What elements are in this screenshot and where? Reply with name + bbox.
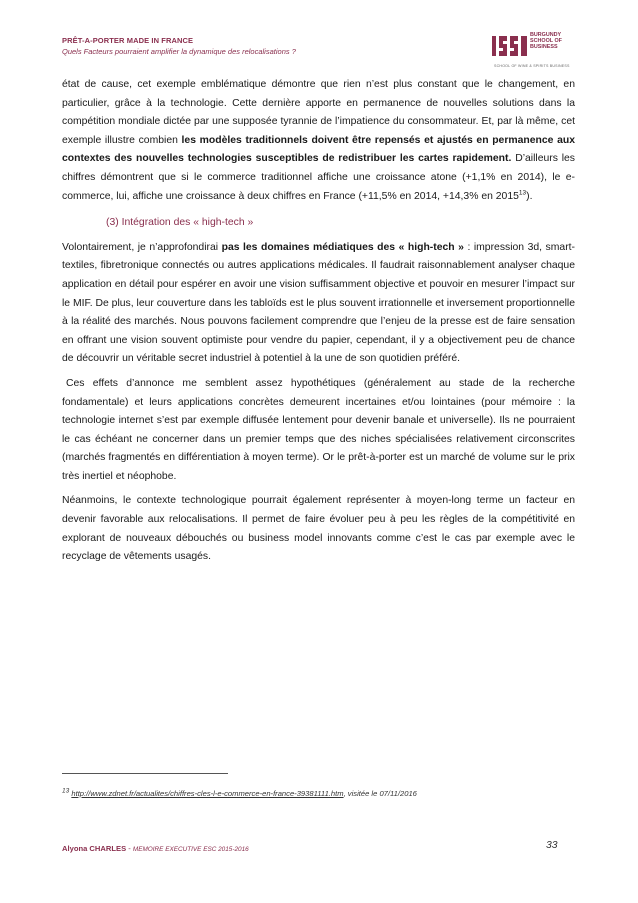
main-text	[62, 76, 575, 567]
footer-author: Alyona CHARLES	[62, 844, 127, 853]
emphasis-text: pas les domaines médiatiques des « high-tech »	[221, 241, 464, 253]
paragraph-4: Néanmoins, le contexte technologique pourrait également représenter à moyen-long terme un facteur en devenir favorable aux relocalisations. Il permet de faire évoluer peu à peu les règles de la compétitivité en explorant de nouveaux débouchés ou business model innovants comme c’est le cas par exemple avec le recyclage de vêtements usagés.	[62, 495, 575, 563]
paragraph-3: Ces effets d’annonce me semblent assez hypothétiques (généralement au stade de la recherche fondamentale) et leurs applications concrètes demeurent incertaines et/ou lointaines (pour mémoire : la technologie internet s’est par exemple diffusée lentement pour devenir banale et universelle). Ils ne pourraient le cas échéant ne concerner dans un premier temps que des niches spécialisées relativement circonscrites (marchés fragmentés en différentiation à moyen terme). Or le prêt-à-porter est un marché de volume sur le prix très inertiel et néophobe.	[62, 377, 575, 482]
footnote-ref[interactable]: 13	[518, 189, 527, 197]
footer-memo: MEMOIRE EXECUTIVE ESC 2015-2016	[132, 846, 249, 853]
page-number: 33	[546, 840, 558, 851]
paragraph-2: Volontairement, je n’approfondirai pas les domaines médiatiques des « high-tech » : impression 3d, smart-textiles, fibretronique connectés ou autres applications médicales. Il faudrait raisonnablement analyser chaque application en détail pour espérer en avoir une vision suffisamment objective et pouvoir en mesurer l’impact sur le MIF. De plus, leur couverture dans les tabloïds est le plus souvent irrationnelle et inversement proportionnelle à la réalité des marchés. Nous pouvons facilement comprendre que l’enjeu de la presse est de faire sensation en offrant une vision souvent optimiste pour vendre du papier, cependant, il y a objectivement peu de chance de découvrir un véritable secret industriel à potentiel à la une de son quotidien préféré.	[62, 241, 575, 365]
footnote-divider	[62, 773, 228, 774]
footnote-link[interactable]: http://www.zdnet.fr/actualites/chiffres-cles-l-e-commerce-en-france-39381111.htm	[71, 789, 344, 798]
page-footer: Alyona CHARLES - MEMOIRE EXECUTIVE ESC 2015-2016	[62, 844, 249, 853]
logo-tagline: SCHOOL OF WINE & SPIRITS BUSINESS	[494, 64, 570, 68]
footnote: 13 http://www.zdnet.fr/actualites/chiffres-cles-l-e-commerce-en-france-39381111.htm, visitée le 07/11/2016	[62, 787, 417, 798]
paragraph-1: état de cause, cet exemple emblématique démontre que rien n’est plus constant que le changement, en particulier, grâce à la technologie. Cette dernière apporte en permanence de nouvelles solutions dans la compétition mondiale dictée par une supposée tyrannie de l’impatience du consommateur. Et, par là même, cet exemple illustre combien les modèles traditionnels doivent être repensés et ajustés en permanence aux contextes des nouvelles technologies susceptibles de redistribuer les cartes rapidement. D’ailleurs les chiffres démontrent que si le commerce traditionnel affiche une croissance atone (+1,1% en 2014), le e-commerce, lui, affiche une croissance à deux chiffres en France (+11,5% en 2014, +14,3% en 2015$^{13}$).	[62, 79, 575, 202]
logo-wordmark: BURGUNDY SCHOOL OF BUSINESS	[530, 32, 562, 51]
header-title: PRÊT-A-PORTER MADE IN FRANCE	[62, 36, 194, 45]
header-subtitle: Quels Facteurs pourraient amplifier la dynamique des relocalisations ?	[62, 47, 296, 56]
section-heading: (3) Intégration des « high-tech »	[106, 217, 254, 229]
footnote-number: 13	[62, 787, 70, 795]
emphasis-text: les modèles traditionnels doivent être repensés et ajustés en permanence aux contextes des nouvelles technologies susceptibles de redistribuer les cartes rapidement.	[62, 134, 575, 165]
school-logo	[492, 30, 584, 70]
logo-mark-icon	[492, 34, 528, 58]
